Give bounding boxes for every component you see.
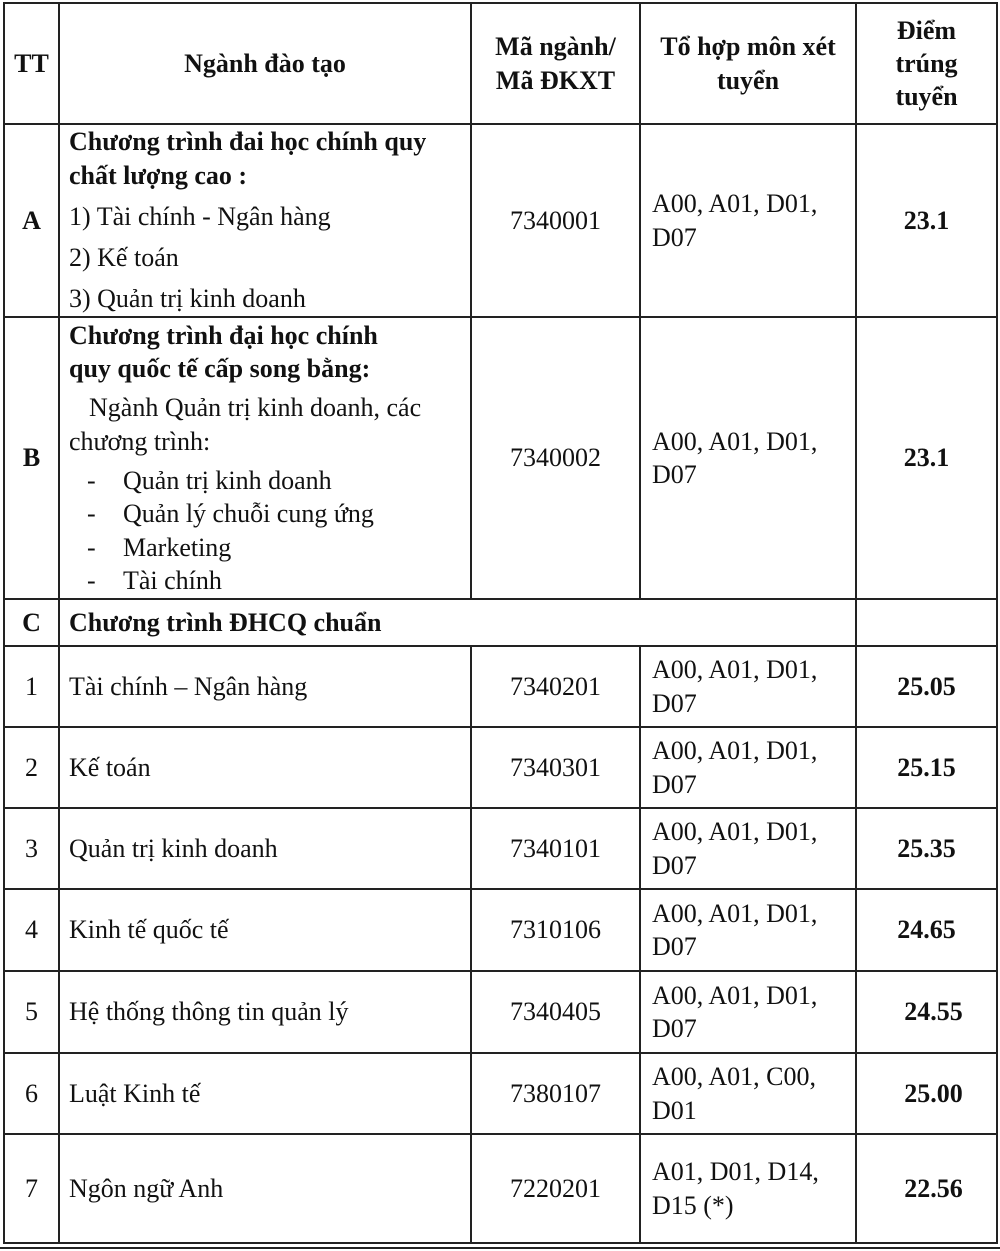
row-code: 7340201 [471,646,640,727]
table-row [4,808,997,889]
section-b-intro-line1: Ngành Quản trị kinh doanh, các [89,393,422,423]
row-combo-line1: A00, A01, D01, [652,817,818,847]
row-combo-line1: A01, D01, D14, [652,1157,819,1187]
section-a-item: 2) Kế toán [69,243,179,273]
section-c-row [4,599,997,646]
header-major: Ngành đào tạo [59,3,471,124]
row-combo-line2: D15 (*) [652,1190,734,1220]
bullet-dash: - [87,499,96,529]
table-row [4,971,997,1053]
row-code: 7220201 [471,1134,640,1243]
section-a-score: 23.1 [856,124,997,317]
section-b-bullet [69,497,464,530]
section-a-item: 3) Quản trị kinh doanh [69,284,306,314]
section-b-bullet-list [69,464,464,597]
header-code-line1: Mã ngành/ [495,32,616,62]
header-combo-line1: Tổ hợp môn xét [660,32,836,62]
bullet-dash: - [87,466,96,495]
row-combo-line1: A00, A01, D01, [652,655,818,685]
section-b-code: 7340002 [471,317,640,599]
section-b-title-line1: Chương trình đại học chính [69,320,378,350]
header-combo [640,3,856,124]
section-b-combo-line1: A00, A01, D01, [652,426,818,456]
row-tt: 7 [4,1134,59,1243]
row-score: 22.56 [856,1134,997,1243]
section-a-row [4,124,997,317]
row-combo-line1: A00, A01, D01, [652,736,818,766]
header-score-line3: tuyển [895,82,958,112]
row-combo [640,889,856,971]
row-score: 25.35 [856,808,997,889]
header-tt: TT [4,3,59,124]
section-a-tt: A [4,124,59,317]
section-b-score: 23.1 [856,317,997,599]
bullet-text: Tài chính [123,565,222,595]
table-row [4,889,997,971]
section-b-row [4,317,997,599]
section-b-intro-line2: chương trình: [69,426,211,456]
admission-score-table [3,2,998,1244]
admission-score-document [3,2,996,1244]
row-major: Quản trị kinh doanh [59,808,471,889]
row-combo-line1: A00, A01, D01, [652,898,818,928]
row-tt: 3 [4,808,59,889]
row-score: 25.05 [856,646,997,727]
table-row [4,1053,997,1134]
section-a-title-line2: chất lượng cao : [69,160,248,190]
bullet-dash: - [87,565,96,595]
section-b-title-line2: quy quốc tế cấp song bằng: [69,354,371,384]
header-row [4,3,997,124]
row-tt: 6 [4,1053,59,1134]
row-combo-line2: D07 [652,769,697,799]
header-score [856,3,997,124]
row-combo-line1: A00, A01, D01, [652,980,818,1010]
row-combo [640,1053,856,1134]
row-combo [640,646,856,727]
row-combo-line2: D07 [652,688,697,718]
header-score-line1: Điểm [896,15,957,45]
row-tt: 1 [4,646,59,727]
row-tt: 4 [4,889,59,971]
row-major: Luật Kinh tế [59,1053,471,1134]
section-b-tt: B [4,317,59,599]
section-b-bullet [69,531,464,564]
row-code: 7340101 [471,808,640,889]
header-code-line2: Mã ĐKXT [495,65,616,95]
bullet-dash: - [87,532,96,562]
bullet-text: Quản trị kinh doanh [123,466,332,495]
row-tt: 5 [4,971,59,1053]
row-code: 7340405 [471,971,640,1053]
row-major: Kế toán [59,727,471,808]
row-score: 24.65 [856,889,997,971]
row-combo [640,1134,856,1243]
bullet-text: Marketing [123,532,232,562]
row-code: 7380107 [471,1053,640,1134]
section-a-code: 7340001 [471,124,640,317]
section-b-combo-line2: D07 [652,460,697,489]
row-score: 24.55 [856,971,997,1053]
section-a-combo [640,124,856,317]
row-score: 25.15 [856,727,997,808]
table-row [4,646,997,727]
row-combo-line2: D07 [652,850,697,880]
section-c-title: Chương trình ĐHCQ chuẩn [59,599,856,646]
row-code: 7340301 [471,727,640,808]
row-score: 25.00 [856,1053,997,1134]
row-combo-line1: A00, A01, C00, [652,1062,816,1092]
section-a-title-line1: Chương trình đai học chính quy [69,127,427,157]
row-combo [640,727,856,808]
section-a-combo-line2: D07 [652,222,697,252]
row-code: 7310106 [471,889,640,971]
row-combo [640,808,856,889]
row-combo [640,971,856,1053]
row-major: Kinh tế quốc tế [59,889,471,971]
header-score-line2: trúng [895,48,958,78]
bullet-text: Quản lý chuỗi cung ứng [123,499,374,529]
bottom-rule [0,1247,1000,1249]
row-combo-line2: D07 [652,1014,697,1043]
row-major: Ngôn ngữ Anh [59,1134,471,1243]
section-b-bullet [69,564,464,597]
section-b-combo [640,317,856,599]
header-combo-line2: tuyển [716,65,780,95]
section-a-item: 1) Tài chính - Ngân hàng [69,201,331,231]
row-combo-line2: D01 [652,1095,697,1125]
section-a-combo-line1: A00, A01, D01, [652,189,818,219]
section-c-score-empty [856,599,997,646]
section-c-tt: C [4,599,59,646]
row-tt: 2 [4,727,59,808]
row-major: Tài chính – Ngân hàng [59,646,471,727]
table-row [4,727,997,808]
table-row [4,1134,997,1243]
header-code [471,3,640,124]
section-b-major [59,317,471,599]
row-combo-line2: D07 [652,932,697,961]
row-major: Hệ thống thông tin quản lý [59,971,471,1053]
section-b-bullet [69,464,464,497]
section-a-major [59,124,471,317]
